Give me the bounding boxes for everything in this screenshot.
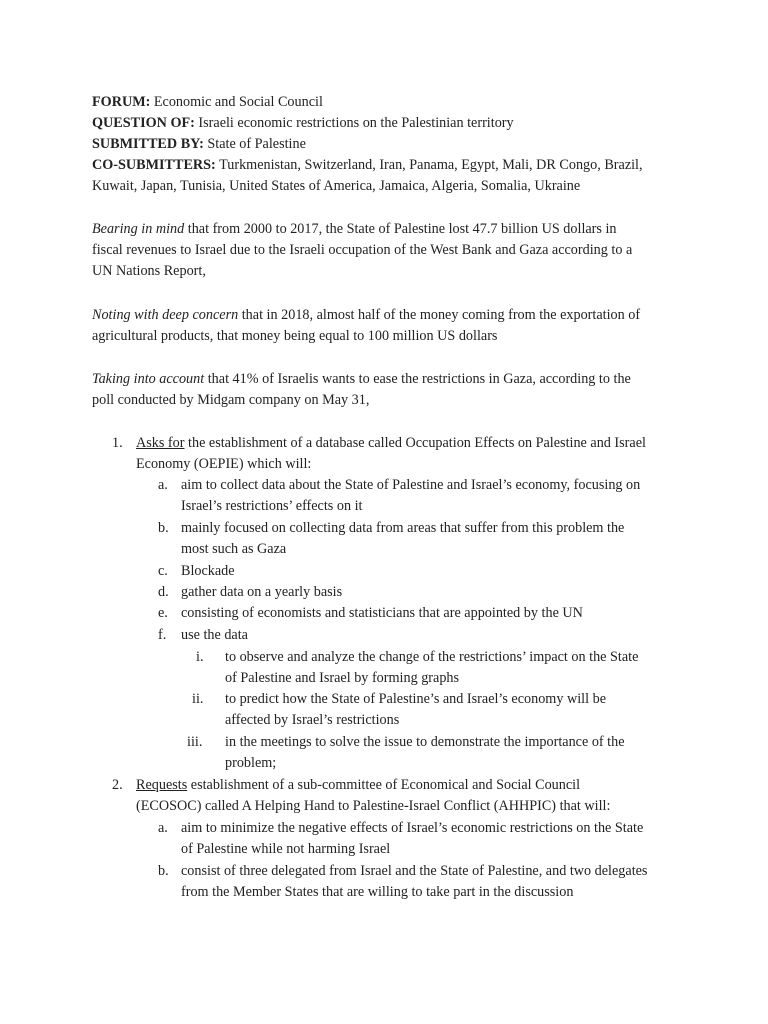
clause-1b-letter: b. (158, 520, 169, 536)
clause-1f-i-line-2: of Palestine and Israel by forming graphs (225, 670, 460, 686)
clause-2b-line-1: consist of three delegated from Israel and the State of Palestine, and two delegates (181, 863, 648, 879)
clause-2a-letter: a. (158, 820, 168, 836)
preamble-1-line-3: UN Nations Report, (92, 263, 206, 279)
clause-2a-line-1: aim to minimize the negative effects of Israel’s economic restrictions on the State (181, 820, 644, 836)
clause-1d-line-1: gather data on a yearly basis (181, 584, 343, 600)
clause-1a-letter: a. (158, 477, 168, 493)
clause-1f-ii-line-1: to predict how the State of Palestine’s and Israel’s economy will be (225, 691, 606, 707)
clause-1-number: 1. (112, 435, 123, 451)
clause-2-number: 2. (112, 777, 123, 793)
preamble-3-line-1 (92, 369, 631, 390)
clause-1a-line-2: Israel’s restrictions’ effects on it (181, 498, 363, 514)
submitted-value: State of Palestine (207, 136, 306, 152)
question-label: QUESTION OF: (92, 115, 195, 131)
preamble-2-line-1 (92, 305, 640, 326)
clause-1b-line-1: mainly focused on collecting data from areas that suffer from this problem the (181, 520, 625, 536)
submitted-label: SUBMITTED BY: (92, 136, 204, 152)
preamble-2-text: that in 2018, almost half of the money coming from the exportation of (238, 307, 641, 323)
clause-1c-line-1: Blockade (181, 563, 235, 579)
forum-value: Economic and Social Council (153, 94, 323, 110)
clause-1e-line-1: consisting of economists and statisticians that are appointed by the UN (181, 605, 583, 621)
clause-1b-line-2: most such as Gaza (181, 541, 287, 557)
clause-1f-i-numeral: i. (196, 649, 204, 665)
clause-2b-letter: b. (158, 863, 169, 879)
clause-2a-line-2: of Palestine while not harming Israel (181, 841, 391, 857)
preamble-2-line-2: agricultural products, that money being equal to 100 million US dollars (92, 328, 498, 344)
clause-1f-iii-line-2: problem; (225, 755, 277, 771)
question-line (92, 113, 514, 134)
clause-2b-line-2: from the Member States that are willing to take part in the discussion (181, 884, 574, 900)
preamble-3-text: that 41% of Israelis wants to ease the restrictions in Gaza, according to the (204, 371, 631, 387)
clause-1c-letter: c. (158, 563, 168, 579)
clause-2-line-2: (ECOSOC) called A Helping Hand to Palestine-Israel Conflict (AHHPIC) that will: (136, 798, 611, 814)
cosubmitters-continued: Kuwait, Japan, Tunisia, United States of America, Jamaica, Algeria, Somalia, Ukraine (92, 178, 581, 194)
clause-1-phrase: Asks for (136, 435, 185, 451)
clause-1f-i-line-1: to observe and analyze the change of the restrictions’ impact on the State (225, 649, 639, 665)
clause-2-text: establishment of a sub-committee of Economical and Social Council (187, 777, 581, 793)
clause-1f-ii-line-2: affected by Israel’s restrictions (225, 712, 400, 728)
clause-1f-iii-line-1: in the meetings to solve the issue to demonstrate the importance of the (225, 734, 625, 750)
clause-2-line-1 (136, 775, 580, 796)
preamble-3-line-2: poll conducted by Midgam company on May 31, (92, 392, 370, 408)
clause-1f-line-1: use the data (181, 627, 248, 643)
cosubmitters-line (92, 155, 643, 176)
preamble-1-line-2: fiscal revenues to Israel due to the Israeli occupation of the West Bank and Gaza according to a (92, 242, 633, 258)
forum-line (92, 92, 323, 113)
clause-1-line-1 (136, 433, 646, 454)
clause-1a-line-1: aim to collect data about the State of Palestine and Israel’s economy, focusing on (181, 477, 641, 493)
clause-2-phrase: Requests (136, 777, 188, 793)
clause-1-text: the establishment of a database called Occupation Effects on Palestine and Israel (184, 435, 646, 451)
submitted-line (92, 134, 306, 155)
preamble-1-line-1 (92, 219, 617, 240)
forum-label: FORUM: (92, 94, 151, 110)
cosubmitters-label: CO-SUBMITTERS: (92, 157, 216, 173)
preamble-2-phrase: Noting with deep concern (92, 307, 239, 323)
clause-1e-letter: e. (158, 605, 168, 621)
preamble-1-text: that from 2000 to 2017, the State of Palestine lost 47.7 billion US dollars in (184, 221, 617, 237)
clause-1f-letter: f. (158, 627, 167, 643)
clause-1d-letter: d. (158, 584, 169, 600)
question-value: Israeli economic restrictions on the Palestinian territory (198, 115, 514, 131)
clause-1f-ii-numeral: ii. (192, 691, 204, 707)
preamble-3-phrase: Taking into account (92, 371, 205, 387)
preamble-1-phrase: Bearing in mind (92, 221, 185, 237)
clause-1f-iii-numeral: iii. (187, 734, 203, 750)
clause-1-line-2: Economy (OEPIE) which will: (136, 456, 312, 472)
cosubmitters-value-1: Turkmenistan, Switzerland, Iran, Panama, Egypt, Mali, DR Congo, Brazil, (219, 157, 643, 173)
